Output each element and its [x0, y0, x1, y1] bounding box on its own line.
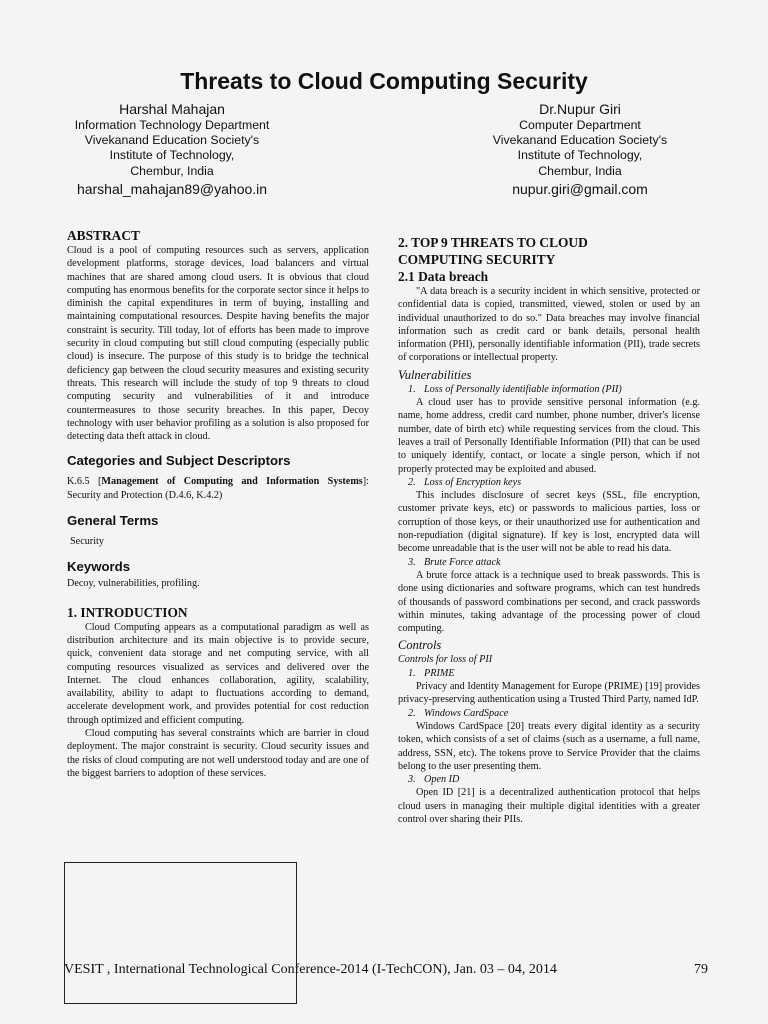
vulnerability-title-text: Loss of Encryption keys: [424, 476, 522, 488]
author-affiliation-line: Vivekanand Education Society's: [492, 133, 668, 148]
control-text: Open ID [21] is a decentralized authentication protocol that helps cloud users in managing their multiple digital identities with a greater control over sharing their PIIs.: [398, 787, 700, 825]
controls-subheading: Controls for loss of PII: [398, 654, 493, 666]
section-2-heading-line: COMPUTING SECURITY: [398, 252, 556, 267]
author-affiliation-line: Computer Department: [519, 118, 641, 132]
control-title: [398, 667, 700, 680]
author-affiliation-line: Institute of Technology,: [517, 148, 643, 163]
control-title: [398, 707, 700, 720]
vulnerability-title-text: Brute Force attack: [424, 556, 501, 568]
author-block-2: [470, 100, 690, 198]
introduction-paragraph-2: Cloud computing has several constraints which are barrier in cloud deployment. The major constraint is security. Cloud security issues and the risks of cloud computing are not well understood today and are one of the biggest barriers to adoption of these services.: [67, 728, 369, 779]
vulnerability-title-text: Loss of Personally identifiable information (PII): [424, 383, 622, 395]
categories-code: K.6.5 [: [67, 476, 102, 488]
control-title-text: Open ID: [424, 774, 460, 786]
control-title-text: Windows CardSpace: [424, 707, 509, 719]
controls-heading: Controls: [398, 638, 442, 653]
categories-rest: ]: Security and Protection (D.4.6, K.4.2): [67, 476, 369, 501]
author-name: Dr.Nupur Giri: [539, 101, 621, 117]
vulnerability-title: [398, 383, 700, 396]
page-footer: [64, 962, 708, 978]
control-number: 3.: [408, 774, 416, 786]
author-name: Harshal Mahajan: [119, 101, 225, 117]
vulnerability-text: A brute force attack is a technique used to break passwords. This is done using dictionaries and software programs, which can test hundreds of thousands of password combinations per second, and crack passwords within minutes, taking advantage of the processing power of cloud computing.: [398, 569, 700, 635]
vulnerability-title: [398, 556, 700, 569]
general-terms-text: Security: [70, 536, 104, 548]
footer-conference-text: VESIT , International Technological Conference-2014 (I-TechCON), Jan. 03 – 04, 2014: [64, 962, 557, 977]
section-2-heading: [398, 234, 700, 268]
vulnerability-number: 1.: [408, 383, 416, 395]
control-text: Windows CardSpace [20] treats every digital identity as a security token, which consists of a set of claims (such as a username, a full name, address, SSN, etc). The tokens prove to Service Provider that the claims belong to the user presenting them.: [398, 720, 700, 772]
page-number: 79: [694, 962, 708, 977]
author-affiliation-line: Institute of Technology,: [109, 148, 235, 163]
left-column: [67, 227, 369, 780]
categories-heading: Categories and Subject Descriptors: [67, 453, 291, 469]
author-affiliation-line: Chembur, India: [130, 163, 214, 178]
author-affiliation-line: Chembur, India: [538, 163, 622, 178]
vulnerability-text: This includes disclosure of secret keys (SSL, file encryption, customer private keys, etc) or passwords to malicious parties, loss or corruption of those keys, or their unauthorized use for authentication and non-repudiation (digital signature). If key is lost, encrypted data will become unreadable that is the user will not be able to read his data.: [398, 490, 700, 555]
vulnerability-number: 2.: [408, 476, 416, 488]
categories-bold: Management of Computing and Information Systems: [101, 476, 363, 488]
author-block-1: [62, 100, 282, 198]
control-title: [398, 773, 700, 786]
abstract-heading: ABSTRACT: [67, 228, 140, 243]
control-text: Privacy and Identity Management for Europe (PRIME) [19] provides privacy-preserving authentication using a Trusted Third Party, named IdP.: [398, 681, 700, 706]
paper-title: Threats to Cloud Computing Security: [180, 68, 588, 94]
section-2-heading-line: 2. TOP 9 THREATS TO CLOUD: [398, 235, 588, 250]
categories-text: [67, 475, 369, 502]
copyright-box: [64, 862, 297, 1004]
control-number: 1.: [408, 667, 416, 679]
keywords-text: Decoy, vulnerabilities, profiling.: [67, 578, 200, 590]
author-affiliation-line: Vivekanand Education Society's: [84, 133, 260, 148]
abstract-text: Cloud is a pool of computing resources such as servers, application development platforms, storage devices, load balancers and virtual machines that are shared among cloud users. It is obvious that cloud computing has enormous benefits for the corporate sector since it helps to diminish the capital expenditures in term of buying, installing and maintaining computational resources. Despite having benefits the major constraint is security. Till today, lot of efforts has been made to improve security in cloud computing but still cloud computing (especially public cloud) is insecure. The purpose of this study is to bridge the technical deficiency gap between the cloud security measures and existing security threats. This research will include the study of top 9 threats to cloud computing security and vulnerabilities of it and introduce countermeasures to those security breaches. In this paper, Decoy technology with user behavior profiling as a solution is also proposed for detecting data theft attack in cloud.: [67, 245, 369, 443]
author-email[interactable]: nupur.giri@gmail.com: [512, 180, 648, 197]
author-email[interactable]: harshal_mahajan89@yahoo.in: [76, 180, 268, 197]
keywords-heading: Keywords: [67, 559, 131, 575]
data-breach-paragraph: "A data breach is a security incident in which sensitive, protected or confidential data is copied, transmitted, viewed, stolen or used by an individual unauthorized to do so." Data breaches may involve financial information such as credit card or bank details, personal health information (PHI), personally identifiable information (PII), trade secrets of corporations or intellectual property.: [398, 286, 700, 364]
author-affiliation-line: Information Technology Department: [74, 118, 270, 132]
control-title-text: PRIME: [424, 667, 455, 679]
vulnerability-title: [398, 476, 700, 489]
vulnerabilities-heading: Vulnerabilities: [398, 367, 472, 382]
subsection-2-1-heading: 2.1 Data breach: [398, 269, 489, 284]
introduction-heading: 1. INTRODUCTION: [67, 604, 188, 620]
vulnerability-number: 3.: [408, 556, 416, 568]
general-terms-heading: General Terms: [67, 513, 159, 529]
control-number: 2.: [408, 707, 416, 719]
introduction-paragraph-1: Cloud Computing appears as a computational paradigm as well as distribution architecture and its main objective is to provide secure, quick, convenient data storage and net computing service, with all computing resources visualized as services and delivered over the Internet. The cloud enhances collaboration, agility, scalability, availability, ability to adapt to fluctuations according to demand, accelerate development work, and provides potential for cost reduction through optimized and efficient computing.: [67, 621, 369, 726]
vulnerability-text: A cloud user has to provide sensitive personal information (e.g. name, home address, credit card number, phone number, driver's license number, date of birth etc) while requesting services from the cloud. This leaves a trail of Personally Identifiable Information (PII) that can be used to uniquely identify, contact, or locate a single person, which if not properly protected may be exploited and abused.: [398, 397, 700, 475]
right-column: [398, 234, 700, 826]
